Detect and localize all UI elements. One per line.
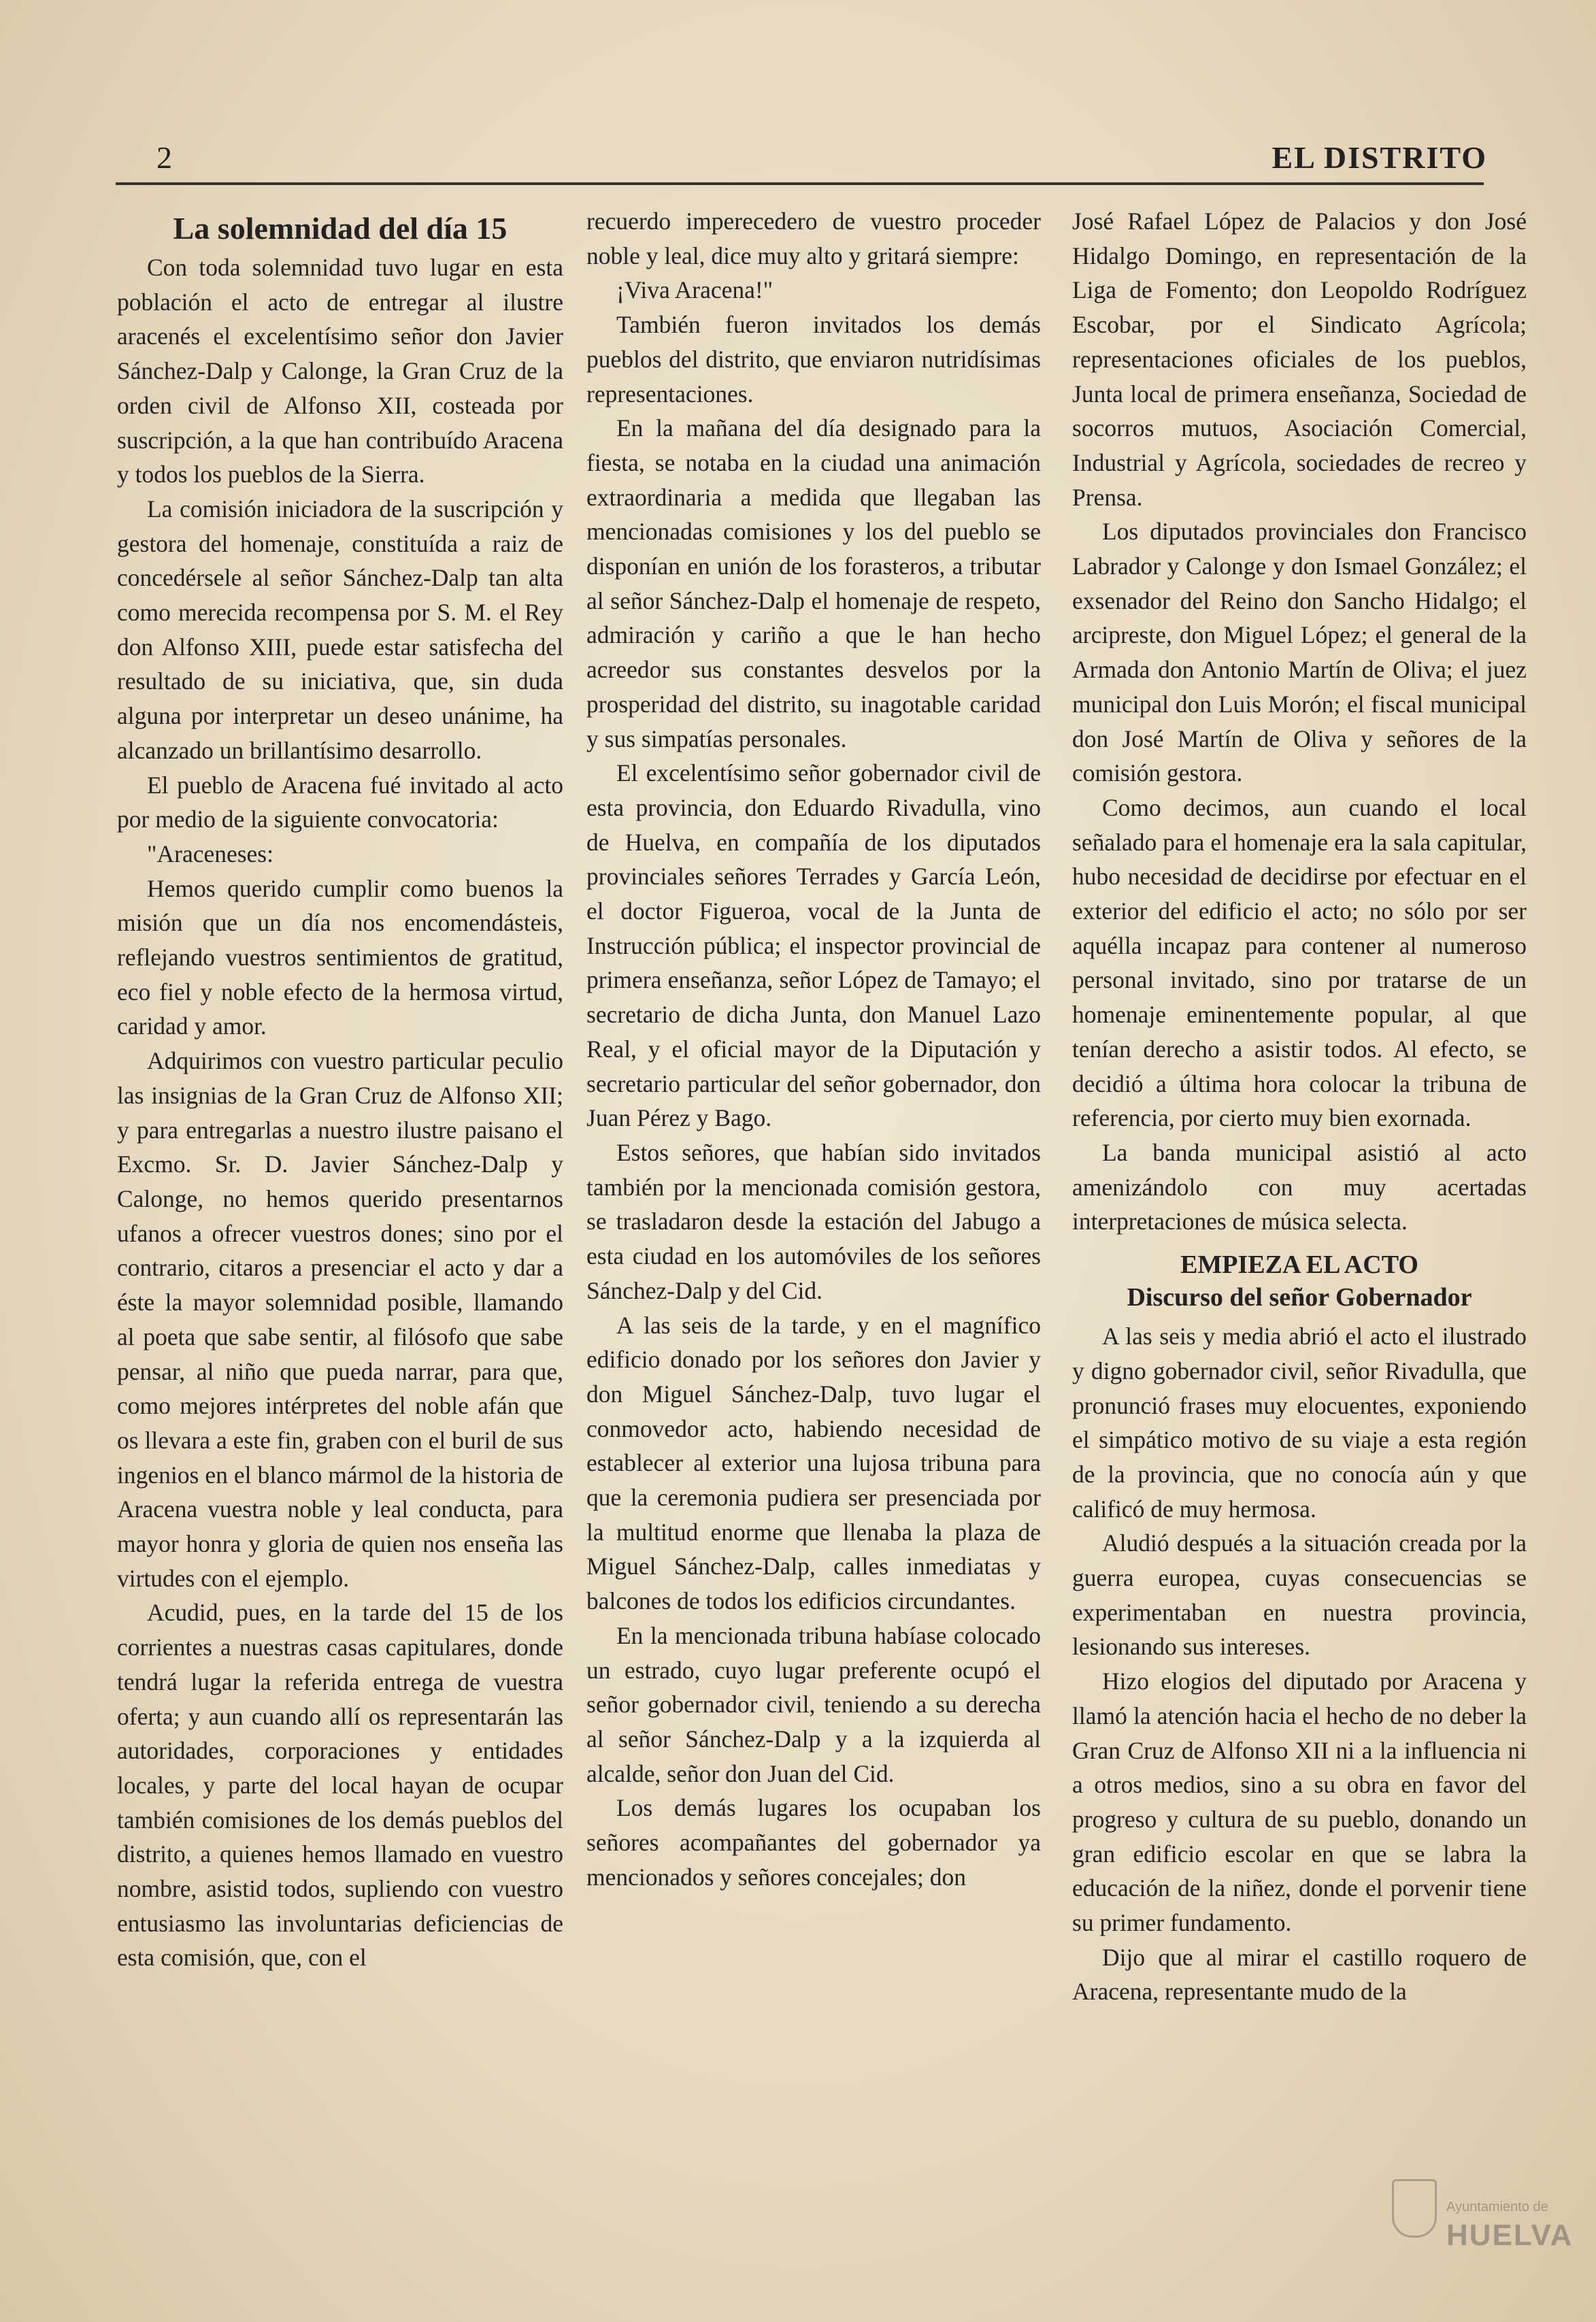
paragraph: Con toda solemnidad tuvo lugar en esta población el acto de entregar al ilustre aracenés el excelentísimo señor don Javier Sánchez-Dalp y Calonge, la Gran Cruz de la orden civil de Alfonso XII, costeada por suscripción, a la que han contribuído Aracena y todos los pueblos de la Sierra. bbox=[117, 254, 563, 488]
shield-icon bbox=[1392, 2179, 1437, 2238]
paragraph: La banda municipal asistió al acto amenizándolo con muy acertadas interpretaciones de música selecta. bbox=[1072, 1138, 1527, 1235]
column-1 bbox=[117, 204, 563, 1975]
paragraph: El excelentísimo señor gobernador civil de esta provincia, don Eduardo Rivadulla, vino de Huelva, en compañía de los diputados provinciales señores Terrades y García León, el doctor Figueroa, vocal de la Junta de Instrucción pública; el inspector provincial de primera enseñanza, señor López de Tamayo; el secretario de dicha Junta, don Manuel Lazo Real, y el oficial mayor de la Diputación y secretario particular del señor gobernador, don Juan Pérez y Bago. bbox=[586, 759, 1041, 1132]
paragraph: Los demás lugares los ocupaban los señores acompañantes del gobernador ya mencionados y señores concejales; don bbox=[586, 1794, 1041, 1891]
paragraph: "Araceneses: bbox=[147, 840, 273, 867]
paragraph: También fueron invitados los demás pueblos del distrito, que enviaron nutridísimas representaciones. bbox=[586, 311, 1041, 408]
column-2 bbox=[586, 204, 1041, 1894]
paragraph: En la mencionada tribuna habíase colocado un estrado, cuyo lugar preferente ocupó el señor gobernador civil, teniendo a su derecha al señor Sánchez-Dalp y a la izquierda al alcalde, señor don Juan del Cid. bbox=[586, 1621, 1041, 1787]
paragraph: Acudid, pues, en la tarde del 15 de los corrientes a nuestras casas capitulares, donde tendrá lugar la referida entrega de vuestra oferta; y aun cuando allí os representarán las autoridades, corporaciones y entidades locales, y parte del local hayan de ocupar también comisiones de los demás pueblos del distrito, a quienes hemos llamado en vuestro nombre, asistid todos, supliendo con vuestro entusiasmo las involuntarias deficiencias de esta comisión, que, con el bbox=[117, 1599, 563, 1972]
watermark-crest bbox=[1378, 2172, 1574, 2295]
paragraph: Adquirimos con vuestro particular peculio las insignias de la Gran Cruz de Alfonso XII; y para entregarlas a nuestro ilustre paisano el Excmo. Sr. D. Javier Sánchez-Dalp y Calonge, no hemos querido presentarnos ufanos a ofrecer vuestros dones; sino por el contrario, citaros a presenciar el acto y dar a éste la mayor solemnidad posible, llamando al poeta que sabe sentir, al filósofo que sabe pensar, al niño que pueda narrar, para que, como mejores intérpretes del noble afán que os llevara a este fin, graben con el buril de sus ingenios en el blanco mármol de la historia de Aracena vuestra noble y leal conducta, para mayor honra y gloria de quien nos enseña las virtudes con el ejemplo. bbox=[117, 1047, 563, 1592]
paragraph: Como decimos, aun cuando el local señalado para el homenaje era la sala capitular, hubo necesidad de decidirse por efectuar en el exterior del edificio el acto; no sólo por ser aquélla incapaz para contener al numeroso personal invitado, sino por tratarse de un homenaje eminentemente popular, al que tenían derecho a asistir todos. Al efecto, se decidió a última hora colocar la tribuna de referencia, por cierto muy bien exornada. bbox=[1072, 793, 1527, 1132]
paragraph: Aludió después a la situación creada por la guerra europea, cuyas consecuencias se experimentaban en nuestra provincia, lesionando sus intereses. bbox=[1072, 1529, 1527, 1661]
paragraph: A las seis de la tarde, y en el magnífico edificio donado por los señores don Javier y don Miguel Sánchez-Dalp, tuvo lugar el conmovedor acto, habiendo necesidad de establecer al exterior una lujosa tribuna para que la ceremonia pudiera ser presenciada por la multitud enorme que llenaba la plaza de Miguel Sánchez-Dalp, calles inmediatas y balcones de todos los edificios circundantes. bbox=[586, 1311, 1041, 1615]
paragraph: ¡Viva Aracena!" bbox=[616, 276, 774, 304]
paragraph: recuerdo imperecedero de vuestro proceder noble y leal, dice muy alto y gritará siempre: bbox=[586, 208, 1041, 269]
page-number: 2 bbox=[156, 140, 172, 175]
watermark-line1: Ayuntamiento de bbox=[1446, 2200, 1548, 2215]
section-subheading: Discurso del señor Gobernador bbox=[1127, 1283, 1472, 1312]
masthead: EL DISTRITO bbox=[1271, 140, 1487, 175]
paragraph: José Rafael López de Palacios y don José Hidalgo Domingo, en representación de la Liga de Fomento; don Leopoldo Rodríguez Escobar, por el Sindicato Agrícola; representaciones oficiales de los pueblos, Junta local de primera enseñanza, Sociedad de socorros mutuos, Asociación Comercial, Industrial y Agrícola, sociedades de recreo y Prensa. bbox=[1072, 208, 1527, 511]
header-rule bbox=[116, 182, 1484, 185]
section-heading: EMPIEZA EL ACTO bbox=[1180, 1250, 1418, 1280]
paragraph: En la mañana del día designado para la fiesta, se notaba en la ciudad una animación extraordinaria a medida que llegaban las mencionadas comisiones y los del pueblo se disponían en unión de los forasteros, a tributar al señor Sánchez-Dalp el homenaje de respeto, admiración y cariño a que le han hecho acreedor sus constantes desvelos por la prosperidad del distrito, su inagotable caridad y sus simpatías personales. bbox=[586, 414, 1041, 752]
paragraph: Hemos querido cumplir como buenos la misión que un día nos encomendásteis, reflejando vuestros sentimientos de gratitud, eco fiel y noble efecto de la hermosa virtud, caridad y amor. bbox=[117, 874, 563, 1040]
watermark-line2: HUELVA bbox=[1446, 2219, 1574, 2252]
paragraph: El pueblo de Aracena fué invitado al acto por medio de la siguiente convocatoria: bbox=[117, 771, 563, 833]
paragraph: A las seis y media abrió el acto el ilustrado y digno gobernador civil, señor Rivadulla, que pronunció frases muy elocuentes, exponiendo el simpático motivo de su viaje a esta región de la provincia, que no conocía aún y que calificó de muy hermosa. bbox=[1072, 1323, 1527, 1523]
article-title: La solemnidad del día 15 bbox=[173, 211, 508, 246]
paragraph: Estos señores, que habían sido invitados también por la mencionada comisión gestora, se trasladaron desde la estación del Jabugo a esta ciudad en los automóviles de los señores Sánchez-Dalp y del Cid. bbox=[586, 1138, 1041, 1304]
column-3 bbox=[1072, 204, 1527, 2009]
paragraph: Dijo que al mirar el castillo roquero de Aracena, representante mudo de la bbox=[1072, 1943, 1527, 2006]
paragraph: Los diputados provinciales don Francisco Labrador y Calonge y don Ismael González; el exsenador del Reino don Sancho Hidalgo; el arcipreste, don Miguel López; el general de la Armada don Antonio Martín de Oliva; el juez municipal don Luis Morón; el fiscal municipal don José Martín de Oliva y señores de la comisión gestora. bbox=[1072, 518, 1527, 787]
paragraph: La comisión iniciadora de la suscripción y gestora del homenaje, constituída a raiz de concedérsele al señor Sánchez-Dalp tan alta como merecida recompensa por S. M. el Rey don Alfonso XIII, puede estar satisfecha del resultado de su iniciativa, que, sin duda alguna por interpretar un deseo unánime, ha alcanzado un brillantísimo desarrollo. bbox=[117, 495, 563, 764]
paragraph: Hizo elogios del diputado por Aracena y llamó la atención hacia el hecho de no deber la Gran Cruz de Alfonso XII ni a la influencia ni a otros medios, sino a su obra en favor del progreso y cultura de su pueblo, donando un gran edificio escolar en que se labra la educación de la niñez, donde el porvenir tiene su primer fundamento. bbox=[1072, 1668, 1527, 1937]
